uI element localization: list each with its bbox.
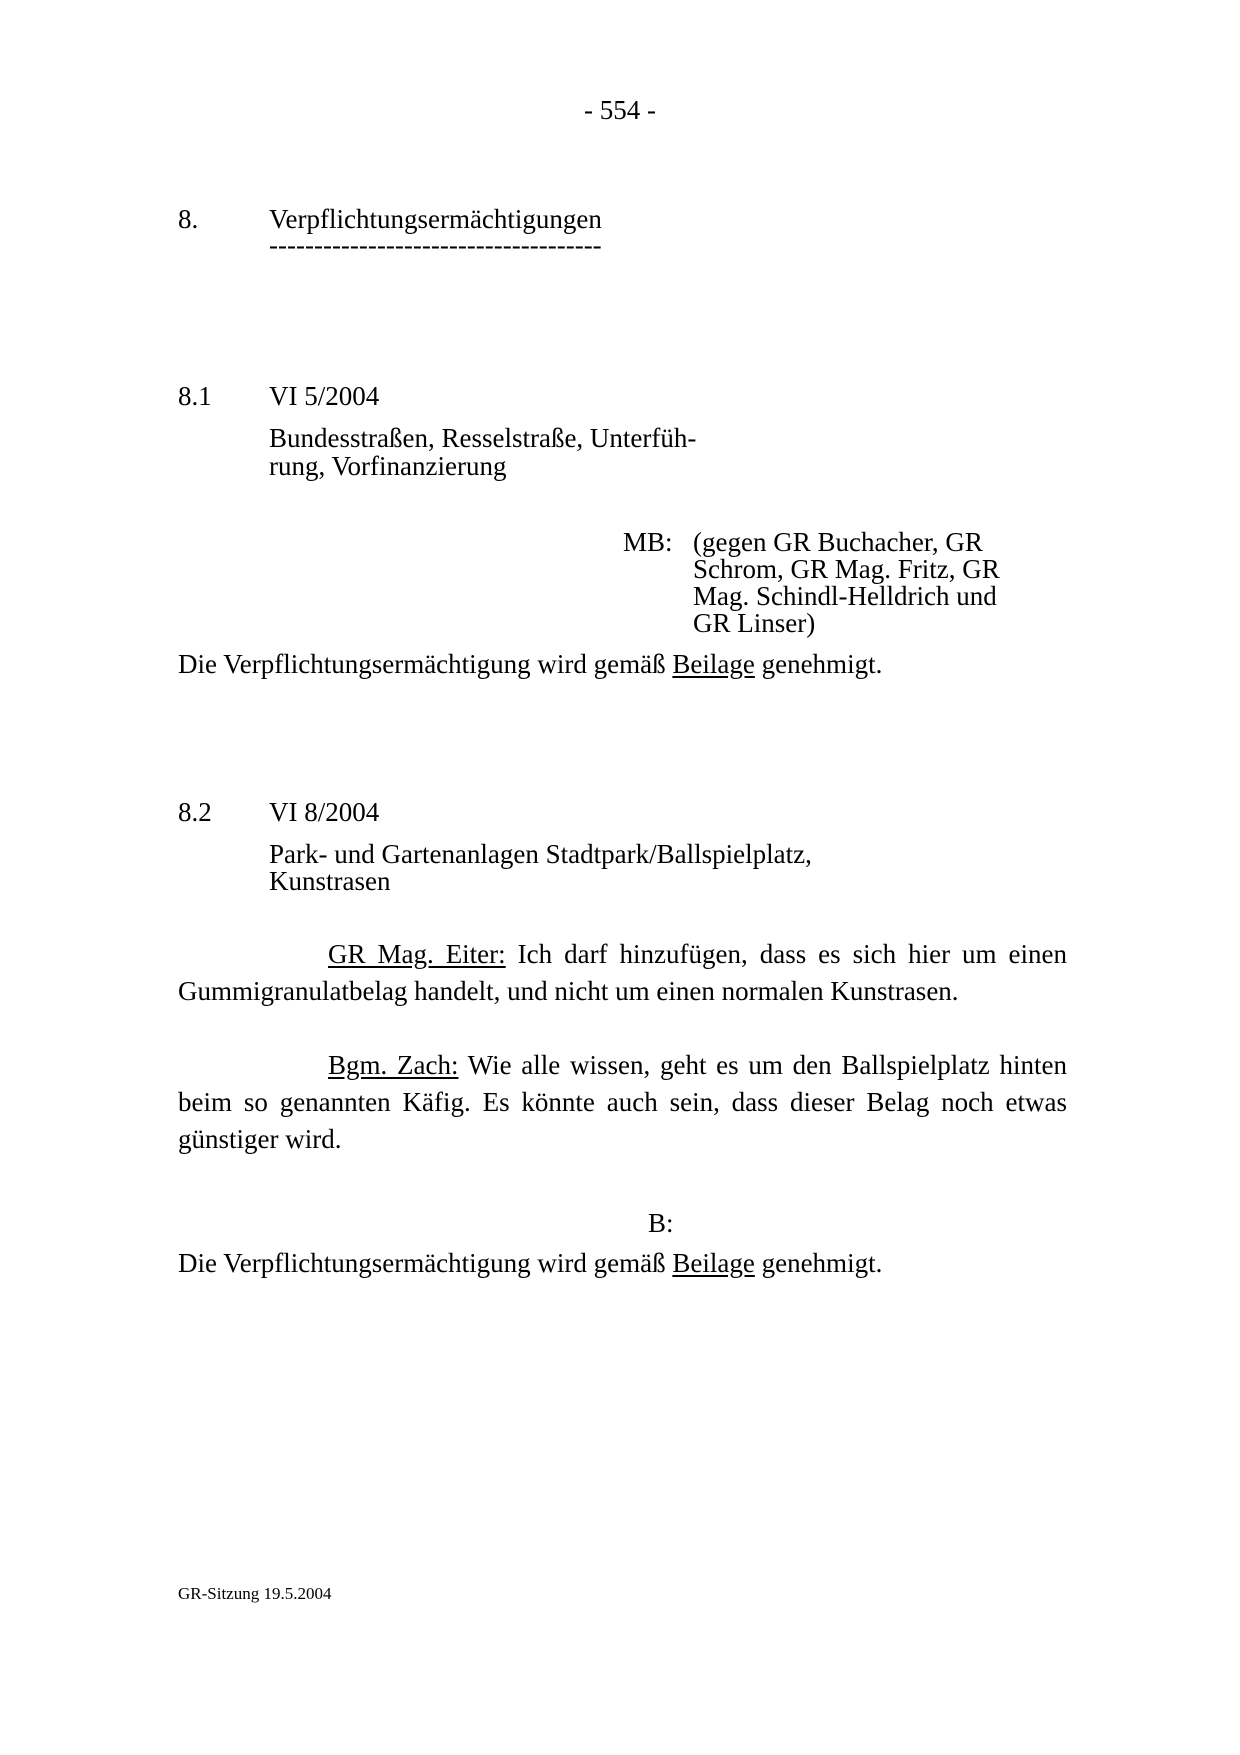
item-8-1-vote-line-1: (gegen GR Buchacher, GR — [693, 527, 983, 557]
item-8-2-decision — [178, 1250, 882, 1277]
footer-session-date: GR-Sitzung 19.5.2004 — [178, 1584, 332, 1603]
decision-text-after: genehmigt. — [754, 649, 883, 679]
page-number: - 554 - — [584, 95, 656, 125]
section-title-rule: ------------------------------------- — [269, 230, 602, 260]
speech-zach — [178, 1047, 1067, 1158]
section-title: Verpflichtungsermächtigungen — [269, 204, 602, 234]
item-8-1-title-line-1: Bundesstraßen, Resselstraße, Unterfüh- — [269, 423, 697, 453]
item-8-1-number: 8.1 — [178, 381, 212, 411]
speaker-eiter: GR Mag. Eiter: — [328, 939, 506, 969]
item-8-1-vote-line-4: GR Linser) — [693, 608, 816, 638]
item-8-1-decision — [178, 651, 882, 678]
item-8-2-title-line-2: Kunstrasen — [269, 866, 391, 896]
beilage-reference: Beilage — [672, 649, 755, 679]
item-8-2-vote-label: B: — [648, 1208, 674, 1238]
item-8-2-number: 8.2 — [178, 797, 212, 827]
decision-text-before: Die Verpflichtungsermächtigung wird gemäß — [178, 649, 673, 679]
item-8-1-vote-line-2: Schrom, GR Mag. Fritz, GR — [693, 554, 1000, 584]
section-number: 8. — [178, 204, 199, 234]
item-8-2-title-line-1: Park- und Gartenanlagen Stadtpark/Ballspielplatz, — [269, 839, 812, 869]
item-8-1-vote-label: MB: — [623, 527, 673, 557]
speech-eiter-text: Ich darf hinzufügen, dass es sich hier um einen Gummigranulatbelag handelt, und nicht um einen normalen Kunstrasen. — [178, 939, 1067, 1006]
decision-text-after: genehmigt. — [754, 1248, 883, 1278]
speaker-zach: Bgm. Zach: — [328, 1050, 459, 1080]
item-8-1-title-line-2: rung, Vorfinanzierung — [269, 451, 507, 481]
beilage-reference: Beilage — [672, 1248, 755, 1278]
decision-text-before: Die Verpflichtungsermächtigung wird gemäß — [178, 1248, 673, 1278]
item-8-1-code: VI 5/2004 — [269, 381, 380, 411]
speech-eiter — [178, 936, 1067, 1010]
item-8-2-code: VI 8/2004 — [269, 797, 380, 827]
item-8-1-vote-line-3: Mag. Schindl-Helldrich und — [693, 581, 997, 611]
speech-zach-text: Wie alle wissen, geht es um den Ballspielplatz hinten beim so genannten Käfig. Es könnte auch sein, dass dieser Belag noch etwas günstiger wird. — [178, 1050, 1067, 1154]
